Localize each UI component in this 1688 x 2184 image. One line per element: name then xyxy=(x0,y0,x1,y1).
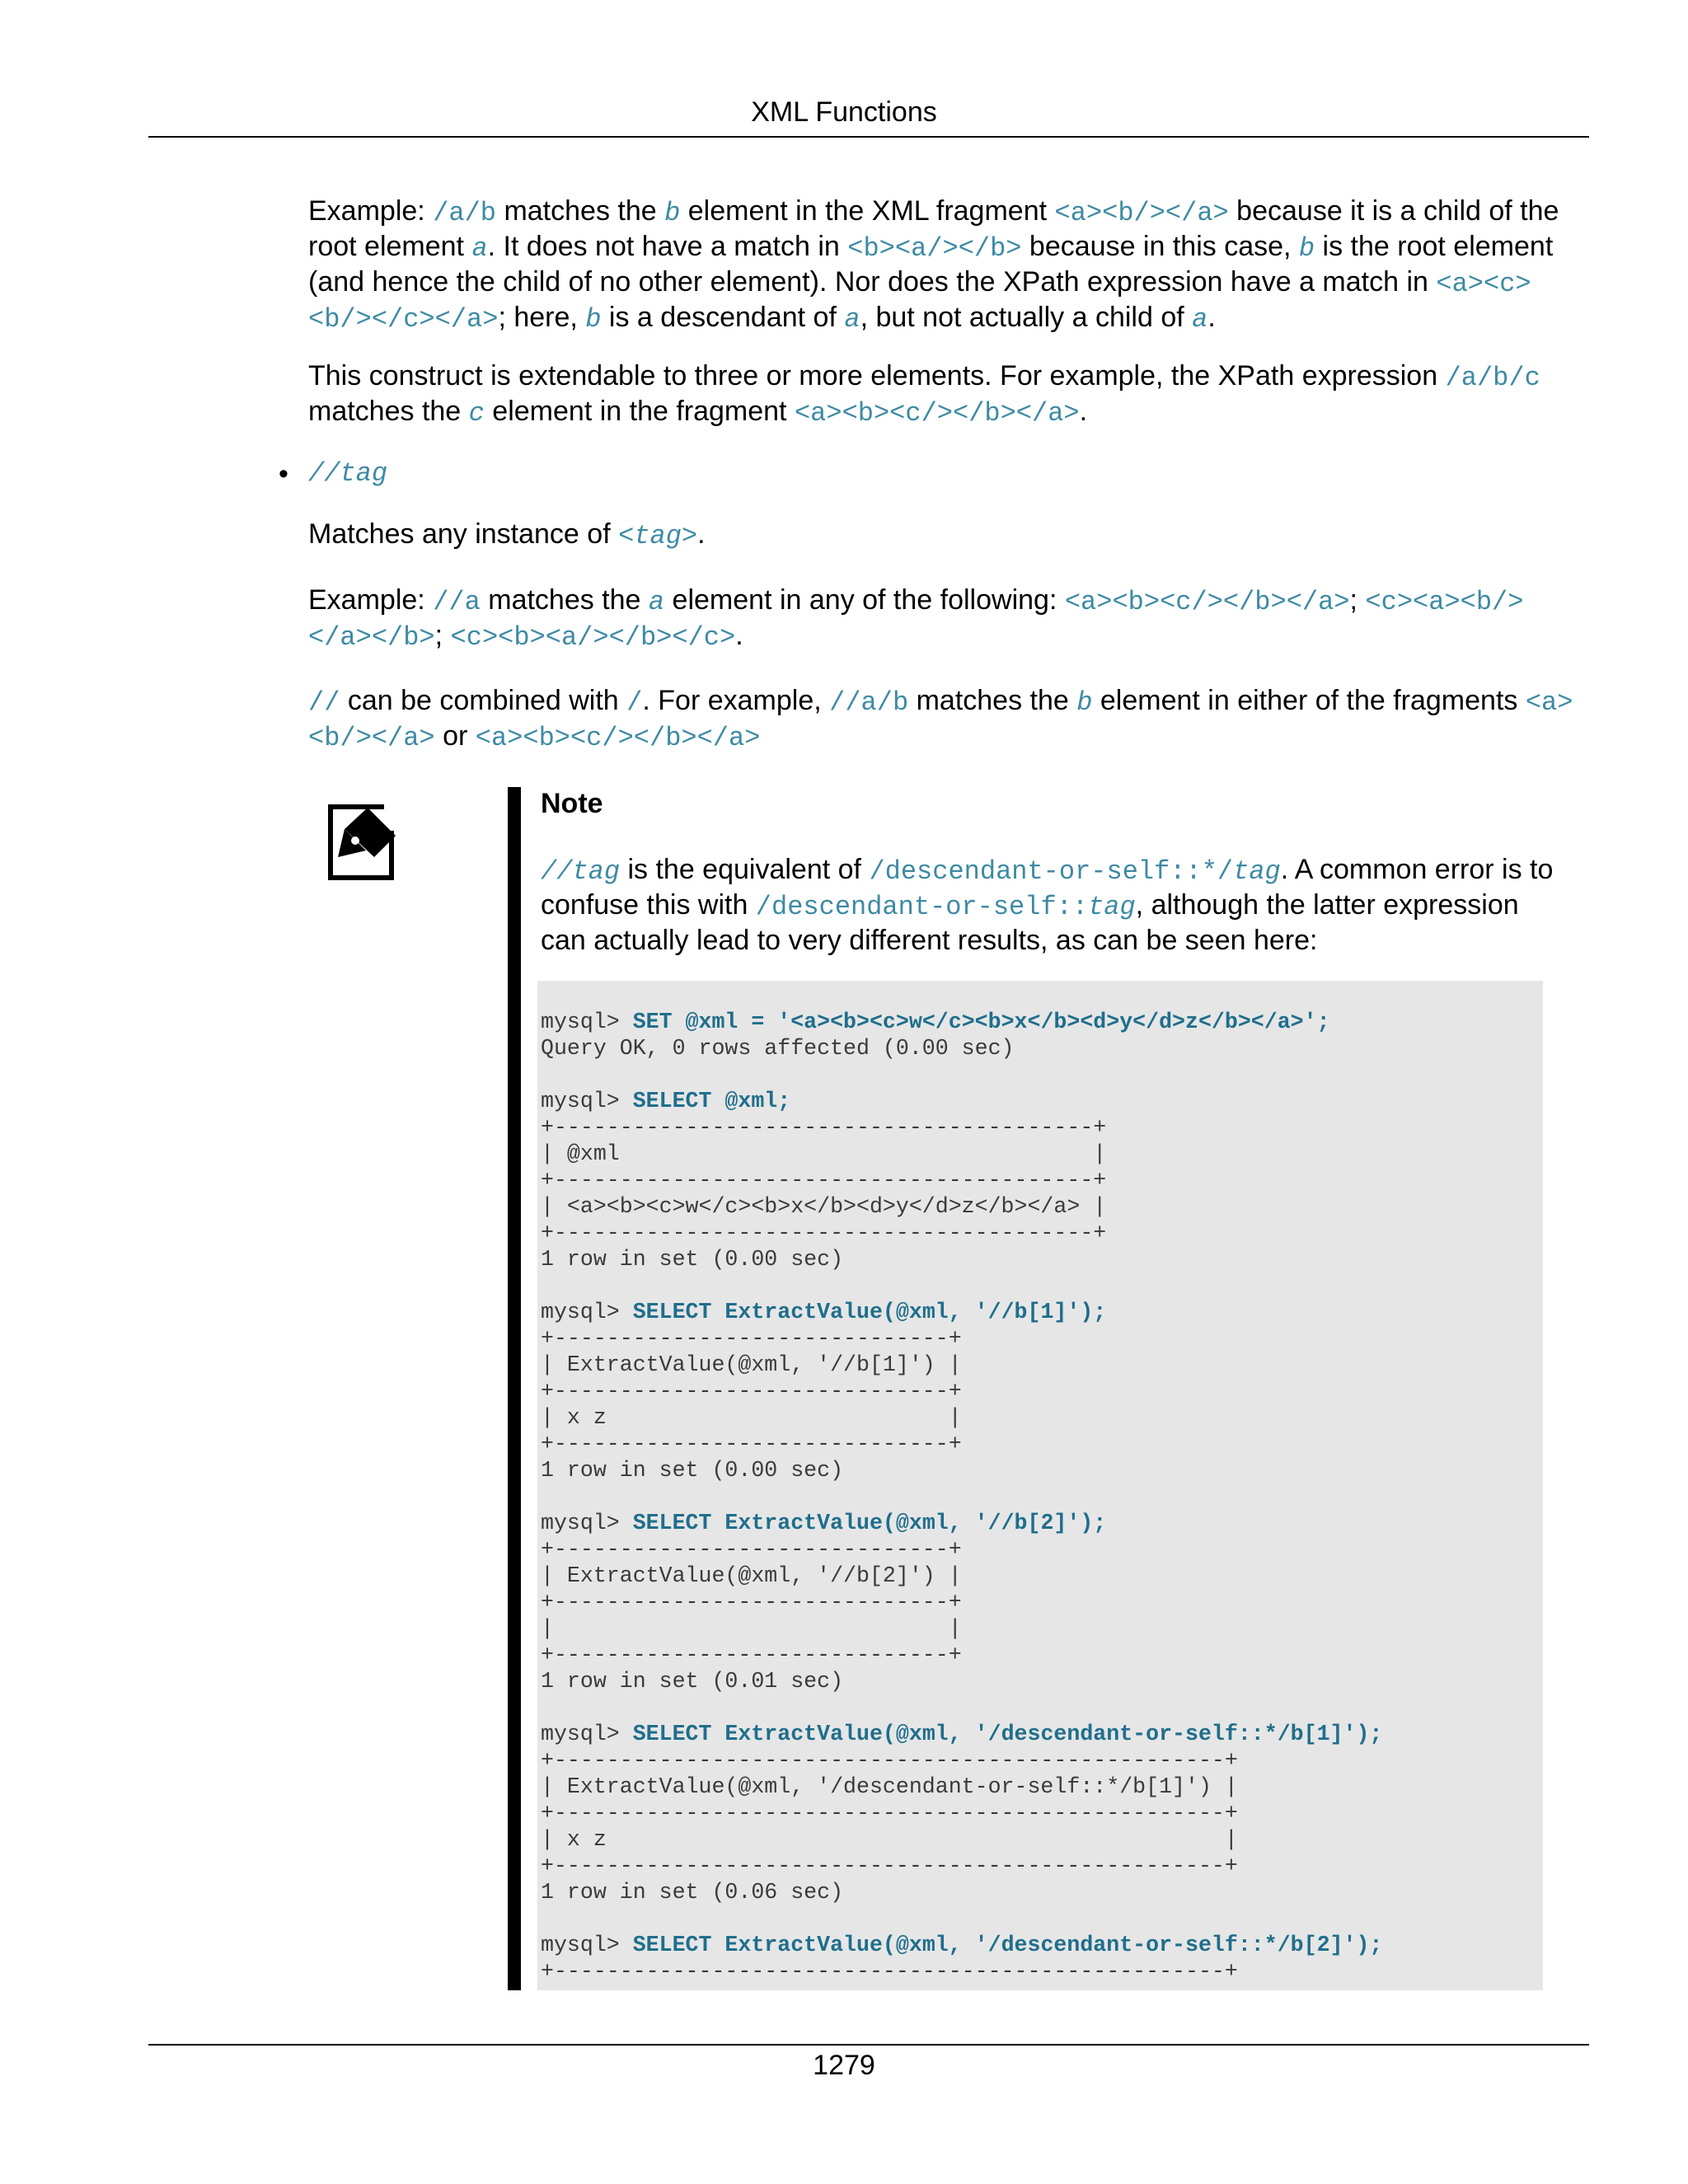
code: <b><a/></b> xyxy=(847,233,1022,264)
mysql-prompt: mysql> xyxy=(541,1511,633,1535)
sql-output: | ExtractValue(@xml, '//b[2]') | xyxy=(541,1563,962,1588)
paragraph-extendable xyxy=(308,359,1578,430)
sql-output: +---------------------------------------------------+ xyxy=(541,1801,1238,1825)
sql-output: +---------------------------------------------------+ xyxy=(541,1854,1238,1878)
sql-output: +------------------------------+ xyxy=(541,1432,962,1456)
code-line xyxy=(541,1352,1382,1378)
text: , although the latter expression can actually lead to very different results, as can be seen here: xyxy=(541,889,1519,956)
text: . A common error is to confuse this with xyxy=(541,854,1554,921)
code-line xyxy=(541,1431,1382,1457)
code-line xyxy=(541,1483,1382,1510)
mysql-prompt: mysql> xyxy=(541,1300,633,1324)
sql-output: Query OK, 0 rows affected (0.00 sec) xyxy=(541,1036,1015,1061)
code-line xyxy=(541,1167,1382,1193)
code-line xyxy=(541,1009,1382,1035)
sql-output: 1 row in set (0.01 sec) xyxy=(541,1669,844,1694)
paragraph-example-descendant xyxy=(308,583,1578,654)
text: because in this case, xyxy=(1021,231,1299,262)
text: ; xyxy=(1349,584,1366,616)
text: because it is a child of the root element xyxy=(308,195,1559,262)
code: <a><b><c/></b></a> xyxy=(1064,587,1350,617)
code: a xyxy=(648,587,665,617)
note-title: Note xyxy=(541,788,603,819)
text: or xyxy=(434,720,476,752)
code-line xyxy=(541,1958,1382,1985)
note-pencil-icon xyxy=(320,798,402,883)
bullet-marker: • xyxy=(279,458,288,490)
code-line xyxy=(541,1905,1382,1932)
sql-output: +------------------------------+ xyxy=(541,1537,962,1562)
code: //tag xyxy=(541,856,621,887)
text: . xyxy=(735,620,743,651)
text: is the equivalent of xyxy=(620,854,870,885)
code-line xyxy=(541,1272,1382,1299)
code: <a><b/></a> xyxy=(308,687,1573,753)
text: element in the XML fragment xyxy=(680,195,1055,227)
code-line xyxy=(541,1879,1382,1905)
text: matches the xyxy=(308,396,469,427)
code-line xyxy=(541,1246,1382,1272)
code: /descendant-or-self::*/ xyxy=(869,856,1234,887)
mysql-prompt: mysql> xyxy=(541,1933,633,1957)
paragraph-matches-any xyxy=(308,518,1578,553)
code: <tag> xyxy=(618,521,698,551)
text: element in any of the following: xyxy=(664,584,1065,616)
text: . xyxy=(1207,302,1216,333)
code-line xyxy=(541,1325,1382,1352)
sql-command: SELECT ExtractValue(@xml, '//b[2]'); xyxy=(632,1511,1107,1535)
code: <a><b/></a> xyxy=(1054,198,1229,228)
code-line xyxy=(541,1932,1382,1958)
code: b xyxy=(585,304,602,335)
code: <c><b><a/></b></c> xyxy=(450,622,736,653)
code: c xyxy=(468,398,485,429)
text: ; xyxy=(434,620,451,651)
sql-output: | @xml | xyxy=(541,1141,1107,1166)
code: b xyxy=(1298,233,1315,264)
code-listing xyxy=(541,1009,1382,1985)
sql-command: SELECT ExtractValue(@xml, '/descendant-or-self::*/b[1]'); xyxy=(632,1722,1383,1746)
sql-output: +------------------------------+ xyxy=(541,1590,962,1615)
mysql-prompt: mysql> xyxy=(541,1722,633,1746)
text: . xyxy=(697,518,706,550)
page-header-title: XML Functions xyxy=(751,96,937,128)
code-line xyxy=(541,1563,1382,1589)
text: Matches any instance of xyxy=(308,518,619,550)
paragraph-combined xyxy=(308,684,1578,755)
code: tag xyxy=(1088,892,1136,922)
code: <a><b><c/></b></a> xyxy=(794,398,1080,429)
code-line xyxy=(541,1589,1382,1615)
code: <c><a><b/></a></b> xyxy=(308,587,1524,653)
code-example-block xyxy=(537,981,1543,1990)
text: Example: xyxy=(308,584,434,616)
code-line xyxy=(541,1536,1382,1563)
text: ; here, xyxy=(498,302,586,333)
page-number: 1279 xyxy=(813,2050,875,2081)
code: /descendant-or-self:: xyxy=(755,892,1089,922)
code-line xyxy=(541,1694,1382,1721)
code: //a xyxy=(433,587,481,617)
sql-output: | ExtractValue(@xml, '/descendant-or-self::*/b[1]') | xyxy=(541,1774,1238,1799)
code: <a><c><b/></c></a> xyxy=(308,269,1531,335)
code: // xyxy=(308,687,340,718)
header-rule xyxy=(148,136,1589,138)
code-line xyxy=(541,1299,1382,1325)
code-line xyxy=(541,1774,1382,1800)
code: tag xyxy=(1233,856,1281,887)
sql-output: +-----------------------------------------+ xyxy=(541,1168,1107,1193)
code-line xyxy=(541,1088,1382,1114)
text: . It does not have a match in xyxy=(487,231,848,262)
code-line xyxy=(541,1800,1382,1826)
code: a xyxy=(1192,304,1208,335)
text: is a descendant of xyxy=(601,302,845,333)
text: can be combined with xyxy=(340,685,627,716)
text: . For example, xyxy=(642,685,830,716)
text: matches the xyxy=(496,195,665,227)
text: element in either of the fragments xyxy=(1092,685,1526,716)
code: / xyxy=(626,687,643,718)
code-line xyxy=(541,1853,1382,1879)
code: /a/b/c xyxy=(1445,363,1540,393)
code-line xyxy=(541,1220,1382,1246)
text: Example: xyxy=(308,195,434,227)
sql-output: | x z | xyxy=(541,1827,1238,1852)
code-line xyxy=(541,1721,1382,1747)
text: This construct is extendable to three or more elements. For example, the XPath expression xyxy=(308,360,1446,391)
sql-output: +------------------------------+ xyxy=(541,1326,962,1351)
sql-output: +------------------------------+ xyxy=(541,1643,962,1667)
note-sidebar-bar xyxy=(508,787,521,1990)
sql-output: | x z | xyxy=(541,1405,962,1430)
text: matches the xyxy=(480,584,649,616)
sql-output: +-----------------------------------------+ xyxy=(541,1115,1107,1140)
sql-command: SELECT @xml; xyxy=(632,1089,791,1113)
code: //a/b xyxy=(829,687,909,718)
sql-output: 1 row in set (0.06 sec) xyxy=(541,1880,844,1905)
code-line xyxy=(541,1642,1382,1668)
sql-output: +---------------------------------------------------+ xyxy=(541,1748,1238,1773)
code-line xyxy=(541,1457,1382,1483)
code-line xyxy=(541,1114,1382,1141)
sql-output: | <a><b><c>w</c><b>x</b><d>y</d>z</b></a> | xyxy=(541,1194,1107,1219)
code-line xyxy=(541,1141,1382,1167)
note-text xyxy=(541,853,1554,957)
paragraph-child-axis xyxy=(308,194,1578,336)
code: /a/b xyxy=(433,198,496,228)
sql-command: SELECT ExtractValue(@xml, '//b[1]'); xyxy=(632,1300,1107,1324)
text: , but not actually a child of xyxy=(860,302,1193,333)
sql-output: +------------------------------+ xyxy=(541,1379,962,1404)
sql-output: +---------------------------------------------------+ xyxy=(541,1959,1238,1984)
code-line xyxy=(541,1826,1382,1853)
code-line xyxy=(541,1062,1382,1088)
sql-command: SELECT ExtractValue(@xml, '/descendant-or-self::*/b[2]'); xyxy=(632,1933,1383,1957)
sql-output: | | xyxy=(541,1616,962,1641)
mysql-prompt: mysql> xyxy=(541,1089,633,1113)
code: b xyxy=(664,198,681,228)
code-line xyxy=(541,1035,1382,1062)
code-line xyxy=(541,1404,1382,1431)
code-line xyxy=(541,1378,1382,1404)
code: a xyxy=(471,233,488,264)
text: matches the xyxy=(908,685,1077,716)
code: b xyxy=(1076,687,1093,718)
sql-output: +-----------------------------------------+ xyxy=(541,1221,1107,1245)
code: a xyxy=(844,304,860,335)
code: //tag xyxy=(308,458,388,489)
code-line xyxy=(541,1510,1382,1536)
code-line xyxy=(541,1747,1382,1774)
code-line xyxy=(541,1668,1382,1694)
bullet-term xyxy=(308,455,1578,490)
code: <a><b><c/></b></a> xyxy=(475,723,761,753)
text: element in the fragment xyxy=(484,396,795,427)
code-line xyxy=(541,1615,1382,1642)
footer-rule xyxy=(148,2044,1589,2046)
code-line xyxy=(541,1193,1382,1220)
sql-output: 1 row in set (0.00 sec) xyxy=(541,1458,844,1483)
sql-output: 1 row in set (0.00 sec) xyxy=(541,1247,844,1272)
mysql-prompt: mysql> xyxy=(541,1010,633,1034)
text: is the root element (and hence the child of no other element). Nor does the XPath expression have a match in xyxy=(308,231,1554,298)
sql-command: SET @xml = '<a><b><c>w</c><b>x</b><d>y</d>z</b></a>'; xyxy=(632,1010,1330,1034)
sql-output: | ExtractValue(@xml, '//b[1]') | xyxy=(541,1352,962,1377)
text: . xyxy=(1079,396,1088,427)
